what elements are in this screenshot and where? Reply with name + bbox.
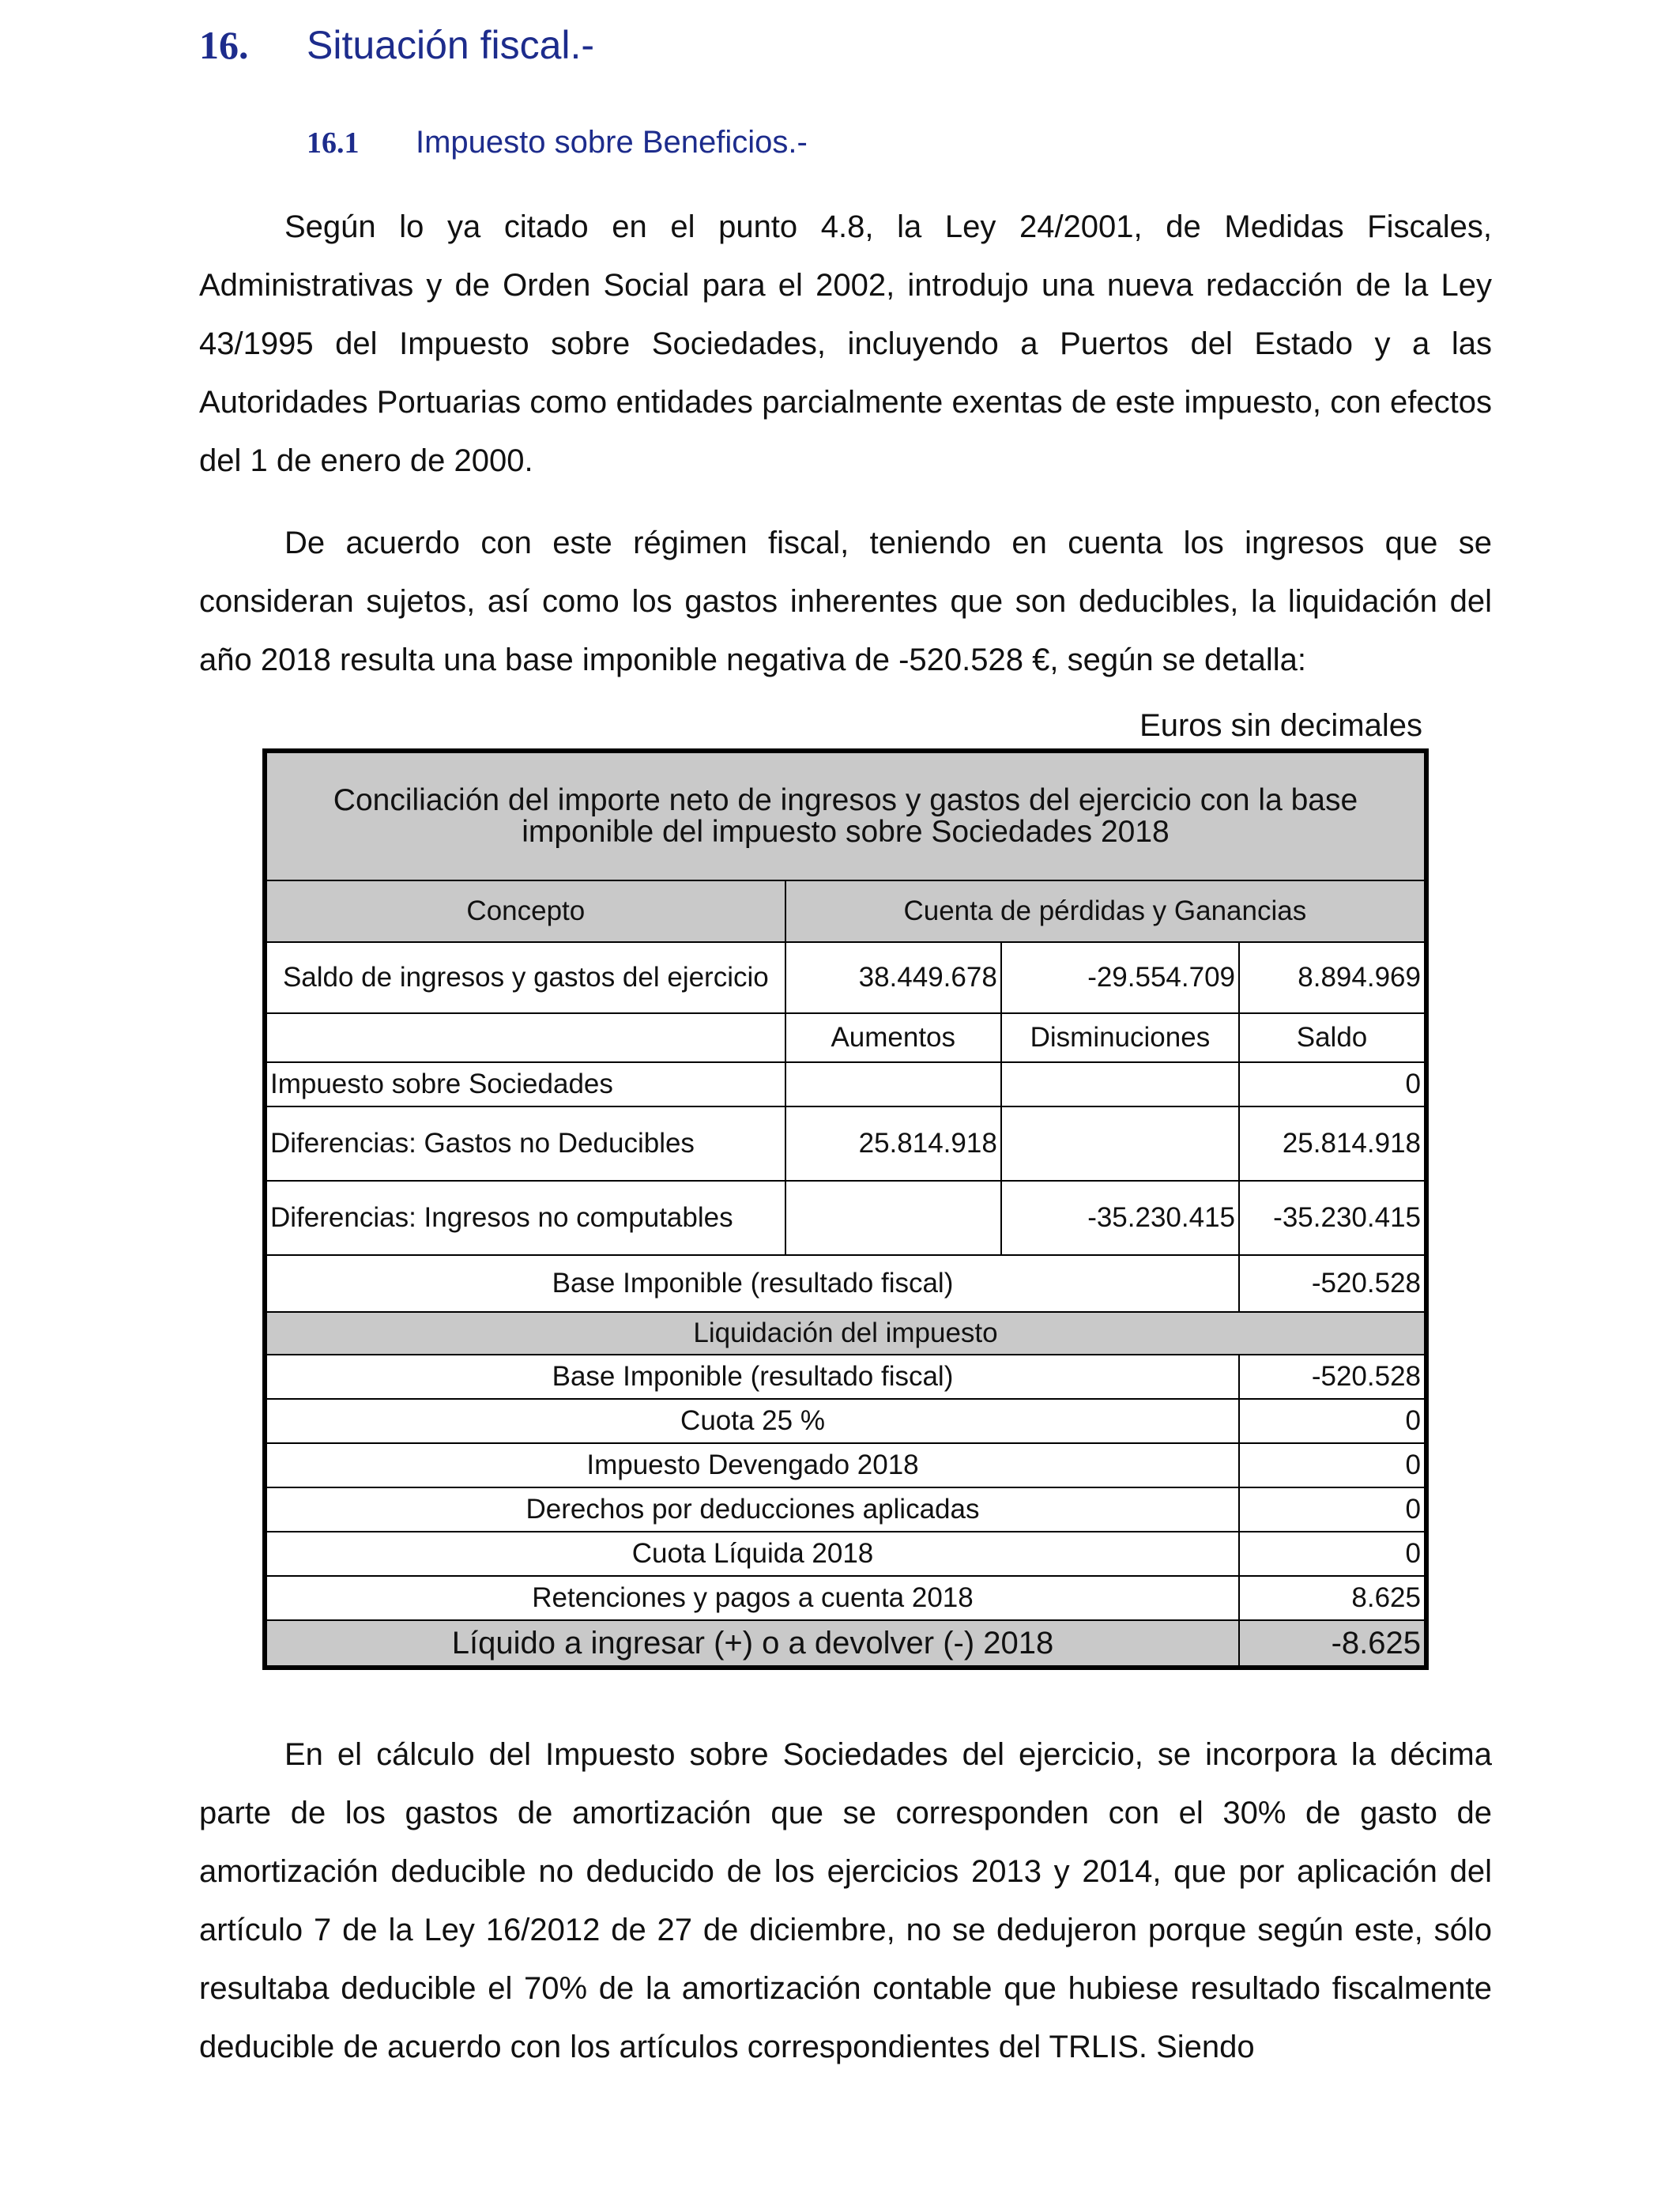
base-imponible-value: -520.528	[1239, 1255, 1426, 1312]
liquidacion-label: Retenciones y pagos a cuenta 2018	[265, 1576, 1239, 1620]
units-note: Euros sin decimales	[1139, 708, 1422, 743]
table-row	[265, 1062, 1426, 1106]
liquidacion-label: Impuesto Devengado 2018	[265, 1443, 1239, 1487]
final-result-label: Líquido a ingresar (+) o a devolver (-) 2018	[265, 1620, 1239, 1668]
row-saldo: 25.814.918	[1239, 1106, 1426, 1181]
section-heading	[199, 17, 594, 73]
liquidacion-row	[265, 1355, 1426, 1399]
subsection-heading	[307, 119, 808, 166]
paragraph-2: De acuerdo con este régimen fiscal, teniendo en cuenta los ingresos que se consideran sujetos, así como los gastos inherentes que son deducibles, la liquidación del año 2018 resulta una base imponible negativa de -520.528 €, según se detalla:	[199, 526, 1492, 677]
liquidacion-value: 0	[1239, 1399, 1426, 1443]
base-imponible-label: Base Imponible (resultado fiscal)	[265, 1255, 1239, 1312]
saldo-label: Saldo de ingresos y gastos del ejercicio	[265, 942, 785, 1013]
liquidacion-label: Base Imponible (resultado fiscal)	[265, 1355, 1239, 1399]
row-aumentos	[785, 1181, 1001, 1255]
paragraph-1: Según lo ya citado en el punto 4.8, la Ley 24/2001, de Medidas Fiscales, Administrativas y de Orden Social para el 2002, introdujo una nueva redacción de la Ley 43/1995 del Impuesto sobre Sociedades, incluyendo a Puertos del Estado y a las Autoridades Portuarias como entidades parcialmente exentas de este impuesto, con efectos del 1 de enero de 2000.	[199, 209, 1492, 478]
final-result-value: -8.625	[1239, 1620, 1426, 1668]
liquidacion-row	[265, 1443, 1426, 1487]
liquidacion-value: 0	[1239, 1487, 1426, 1532]
liquidacion-row	[265, 1576, 1426, 1620]
column-header-concepto: Concepto	[265, 880, 785, 942]
table-header-row	[265, 880, 1426, 942]
subheader-aumentos: Aumentos	[785, 1013, 1001, 1062]
saldo-ingresos: 38.449.678	[785, 942, 1001, 1013]
row-label: Impuesto sobre Sociedades	[265, 1062, 785, 1106]
table-title: Conciliación del importe neto de ingresos y gastos del ejercicio con la base imponible del impuesto sobre Sociedades 2018	[265, 751, 1426, 880]
saldo-neto: 8.894.969	[1239, 942, 1426, 1013]
row-saldo: 0	[1239, 1062, 1426, 1106]
liquidacion-row	[265, 1487, 1426, 1532]
table-row	[265, 1181, 1426, 1255]
row-label: Diferencias: Ingresos no computables	[265, 1181, 785, 1255]
section-title: Situación fiscal.-	[307, 23, 595, 67]
table-row-saldo	[265, 942, 1426, 1013]
liquidacion-value: 0	[1239, 1443, 1426, 1487]
paragraph-3: En el cálculo del Impuesto sobre Sociedades del ejercicio, se incorpora la décima parte de los gastos de amortización que se corresponden con el 30% de gasto de amortización deducible no deducido de los ejercicios 2013 y 2014, que por aplicación del artículo 7 de la Ley 16/2012 de 27 de diciembre, no se dedujeron porque según este, sólo resultaba deducible el 70% de la amortización contable que hubiese resultado fiscalmente deducible de acuerdo con los artículos correspondientes del TRLIS. Siendo	[199, 1737, 1492, 2064]
liquidacion-row	[265, 1399, 1426, 1443]
row-disminuciones	[1001, 1062, 1239, 1106]
table-subheader-row	[265, 1013, 1426, 1062]
row-disminuciones	[1001, 1106, 1239, 1181]
liquidacion-label: Cuota Líquida 2018	[265, 1532, 1239, 1576]
liquidacion-row	[265, 1532, 1426, 1576]
tax-reconciliation-table	[262, 748, 1429, 1670]
subsection-number: 16.1	[307, 126, 360, 160]
liquidacion-value: 0	[1239, 1532, 1426, 1576]
section-number: 16.	[199, 23, 249, 67]
liquidacion-header: Liquidación del impuesto	[265, 1312, 1426, 1355]
final-result-row	[265, 1620, 1426, 1668]
saldo-gastos: -29.554.709	[1001, 942, 1239, 1013]
table-title-row	[265, 751, 1426, 880]
subsection-title: Impuesto sobre Beneficios.-	[416, 125, 808, 160]
table-row	[265, 1106, 1426, 1181]
row-label: Diferencias: Gastos no Deducibles	[265, 1106, 785, 1181]
liquidacion-value: -520.528	[1239, 1355, 1426, 1399]
subheader-saldo: Saldo	[1239, 1013, 1426, 1062]
liquidacion-label: Derechos por deducciones aplicadas	[265, 1487, 1239, 1532]
row-disminuciones: -35.230.415	[1001, 1181, 1239, 1255]
subheader-disminuciones: Disminuciones	[1001, 1013, 1239, 1062]
liquidacion-label: Cuota 25 %	[265, 1399, 1239, 1443]
liquidacion-header-row	[265, 1312, 1426, 1355]
base-imponible-row	[265, 1255, 1426, 1312]
column-header-pyg: Cuenta de pérdidas y Ganancias	[785, 880, 1426, 942]
row-aumentos	[785, 1062, 1001, 1106]
liquidacion-value: 8.625	[1239, 1576, 1426, 1620]
row-aumentos: 25.814.918	[785, 1106, 1001, 1181]
row-saldo: -35.230.415	[1239, 1181, 1426, 1255]
subheader-empty	[265, 1013, 785, 1062]
